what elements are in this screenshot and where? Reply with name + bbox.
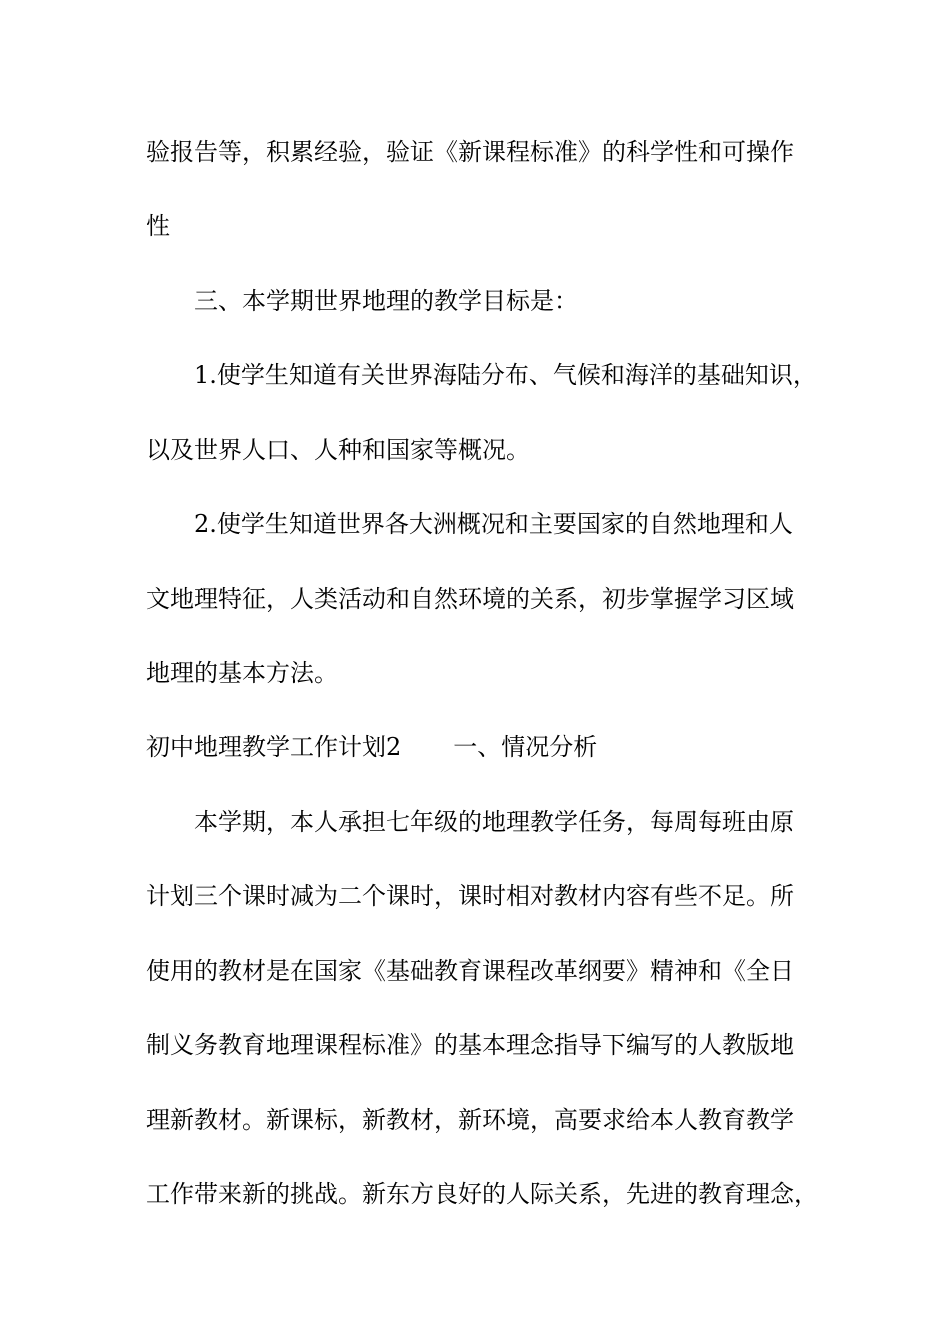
paragraph-line: 文地理特征，人类活动和自然环境的关系，初步掌握学习区域 [146,585,794,613]
paragraph-line: 地理的基本方法。 [146,659,338,687]
plan-title: 初中地理教学工作计划2 [146,733,402,761]
paragraph-line: 本学期，本人承担七年级的地理教学任务，每周每班由原 [194,808,794,836]
paragraph-line: 验报告等，积累经验，验证《新课程标准》的科学性和可操作 [146,138,794,166]
paragraph-line: 性 [146,212,170,240]
paragraph-line: 理新教材。新课标，新教材，新环境，高要求给本人教育教学 [146,1106,794,1134]
paragraph-line: 以及世界人口、人种和国家等概况。 [146,436,530,464]
paragraph-line: 使用的教材是在国家《基础教育课程改革纲要》精神和《全日 [146,957,794,985]
list-item-1: 1.使学生知道有关世界海陆分布、气候和海洋的基础知识， [194,361,817,389]
plan-section: 一、情况分析 [453,733,598,761]
paragraph-line: 计划三个课时减为二个课时，课时相对教材内容有些不足。所 [146,882,794,910]
list-item-2: 2.使学生知道世界各大洲概况和主要国家的自然地理和人 [194,510,793,538]
plan-heading [146,731,846,763]
paragraph-line: 工作带来新的挑战。新东方良好的人际关系，先进的教育理念， [146,1180,818,1208]
section-heading: 三、本学期世界地理的教学目标是： [194,287,578,315]
paragraph-line: 制义务教育地理课程标准》的基本理念指导下编写的人教版地 [146,1031,794,1059]
